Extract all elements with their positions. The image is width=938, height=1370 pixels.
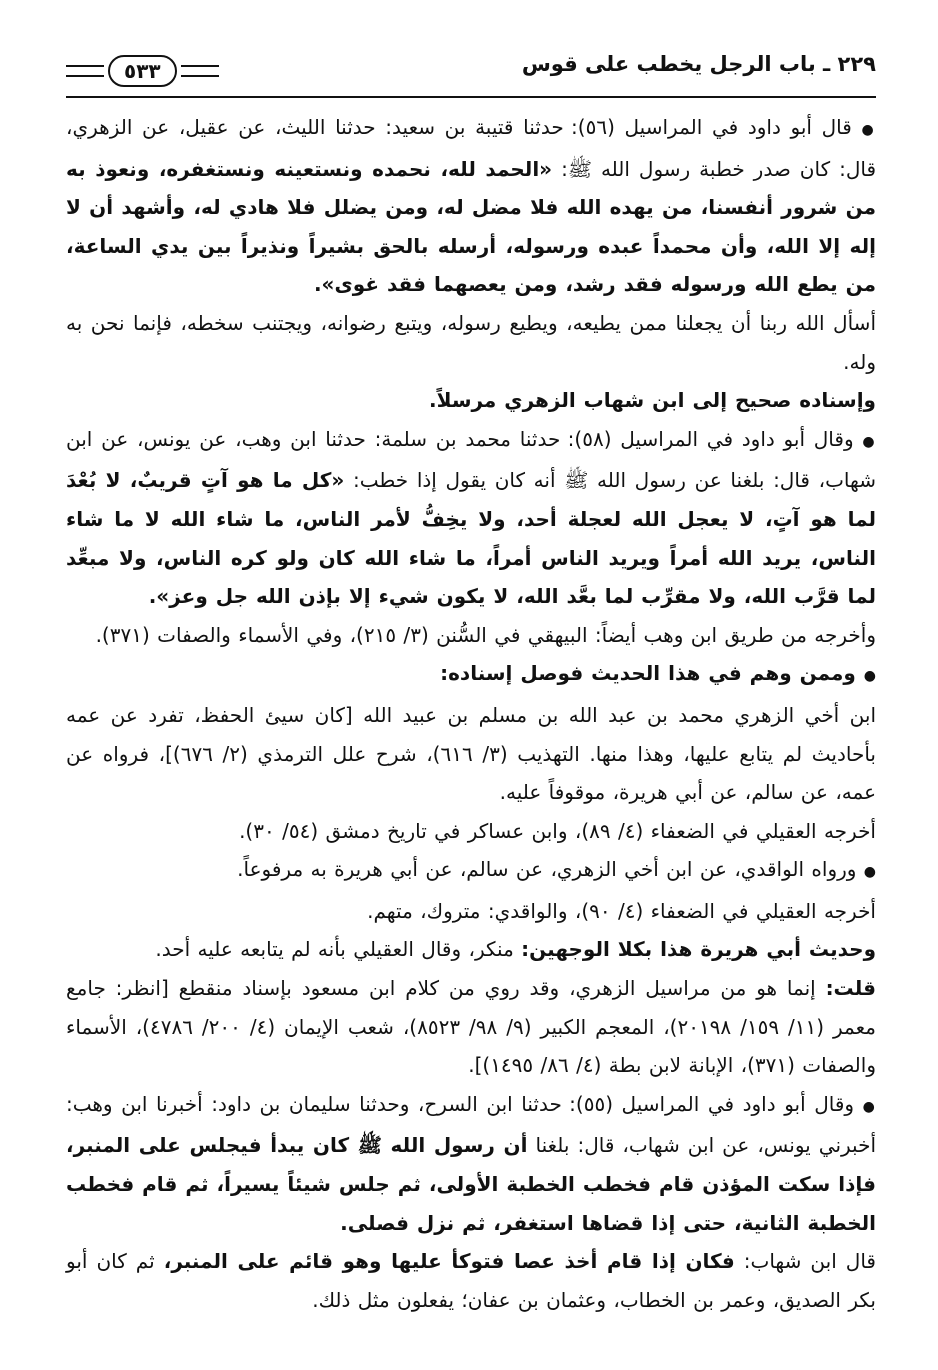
page-body bbox=[66, 108, 876, 1319]
bullet-icon: ● bbox=[862, 433, 876, 450]
page-number: ٥٣٣ bbox=[108, 55, 177, 87]
paragraph: أخرجه العقيلي في الضعفاء (٤/ ٨٩)، وابن عساكر في تاريخ دمشق (٥٤/ ٣٠). bbox=[239, 818, 876, 843]
paragraph: ● وقال أبو داود في المراسيل (٥٥): حدثنا ابن السرح، وحدثنا سليمان بن داود: أخبرنا ابن وهب: أخبرني يونس، عن ابن شهاب، قال: بلغنا أن رسول الله ﷺ كان يبدأ فيجلس على المنبر، فإذا سكت المؤذن قام فخطب الخطبة الأولى، ثم جلس شيئاً يسيراً، ثم قام فخطب الخطبة الثانية، حتى إذا قضاها استغفر، ثم نزل فصلى. bbox=[66, 1091, 876, 1235]
paragraph: أخرجه العقيلي في الضعفاء (٤/ ٩٠)، والواقدي: متروك، متهم. bbox=[367, 898, 876, 923]
bullet-icon: ● bbox=[862, 1098, 876, 1115]
paragraph: ● وممن وهم في هذا الحديث فوصل إسناده: bbox=[440, 661, 876, 686]
page-number-ornament bbox=[66, 54, 219, 88]
paragraph: قال ابن شهاب: فكان إذا قام أخذ عصا فتوكأ عليها وهو قائم على المنبر، ثم كان أبو بكر الصديق، وعمر بن الخطاب، وعثمان بن عفان؛ يفعلون مثل ذلك. bbox=[66, 1249, 876, 1312]
ornament-lines-right bbox=[181, 65, 219, 77]
page-header bbox=[66, 44, 876, 98]
paragraph: ● وقال أبو داود في المراسيل (٥٨): حدثنا محمد بن سلمة: حدثنا ابن وهب، عن يونس، عن ابن شهاب، قال: بلغنا عن رسول الله ﷺ أنه كان يقول إذا خطب: «كل ما هو آتٍ قريبٌ، لا بُعْدَ لما هو آتٍ، لا يعجل الله لعجلة أحد، ولا يخِفُّ لأمر الناس، ما شاء الله لا ما شاء الناس، يريد الله أمراً ويريد الناس أمراً، ما شاء الله كان ولو كره الناس، ولا مبعِّد لما قرَّب الله، ولا مقرِّب لما بعَّد الله، لا يكون شيء إلا بإذن الله جل وعز». bbox=[66, 426, 877, 609]
bullet-icon: ● bbox=[863, 668, 876, 685]
paragraph: وإسناده صحيح إلى ابن شهاب الزهري مرسلاً. bbox=[429, 388, 876, 413]
bullet-icon: ● bbox=[861, 122, 877, 138]
paragraph: ● قال أبو داود في المراسيل (٥٦): حدثنا قتيبة بن سعيد: حدثنا الليث، عن عقيل، عن الزهري، قال: كان صدر خطبة رسول الله ﷺ: «الحمد لله، نحمده ونستعينه ونستغفره، ونعوذ به من شرور أنفسنا، من يهده الله فلا مضل له، ومن يضلل فلا هادي له، وأشهد أن لا إله إلا الله، وأن محمداً عبده ورسوله، أرسله بالحق بشيراً ونذيراً بين يدي الساعة، من يطع الله ورسوله فقد رشد، ومن يعصهما فقد غوى». bbox=[66, 115, 877, 297]
paragraph: أسأل الله ربنا أن يجعلنا ممن يطيعه، ويطيع رسوله، ويتبع رضوانه، ويجتنب سخطه، فإنما نحن به وله. bbox=[66, 310, 876, 374]
chapter-title: ٢٢٩ ـ باب الرجل يخطب على قوس bbox=[521, 52, 876, 76]
ornament-lines-left bbox=[66, 65, 104, 77]
paragraph: ابن أخي الزهري محمد بن عبد الله بن مسلم بن عبيد الله [كان سيئ الحفظ، تفرد عن عمه بأحاديث لم يتابع عليها، وهذا منها. التهذيب (٣/ ٦١٦)، شرح علل الترمذي (٢/ ٦٧٦)]، فرواه عن عمه، عن سالم، عن أبي هريرة، موقوفاً عليه. bbox=[66, 702, 876, 805]
paragraph: وحديث أبي هريرة هذا بكلا الوجهين: منكر، وقال العقيلي بأنه لم يتابعه عليه أحد. bbox=[155, 937, 876, 962]
paragraph: قلت: إنما هو من مراسيل الزهري، وقد روي من كلام ابن مسعود بإسناد منقطع [انظر: جامع معمر (١١/ ١٥٩/ ٢٠١٩٨)، المعجم الكبير (٩/ ٩٨/ ٨٥٢٣)، شعب الإيمان (٤/ ٢٠٠/ ٤٧٨٦)، الأسماء والصفات (٣٧١)، الإبانة لابن بطة (٤/ ٨٦/ ١٤٩٥)]. bbox=[66, 976, 876, 1078]
bullet-icon: ● bbox=[863, 864, 876, 881]
paragraph: وأخرجه من طريق ابن وهب أيضاً: البيهقي في السُّنن (٣/ ٢١٥)، وفي الأسماء والصفات (٣٧١). bbox=[95, 622, 876, 647]
paragraph: ● ورواه الواقدي، عن ابن أخي الزهري، عن سالم، عن أبي هريرة به مرفوعاً. bbox=[237, 857, 876, 882]
